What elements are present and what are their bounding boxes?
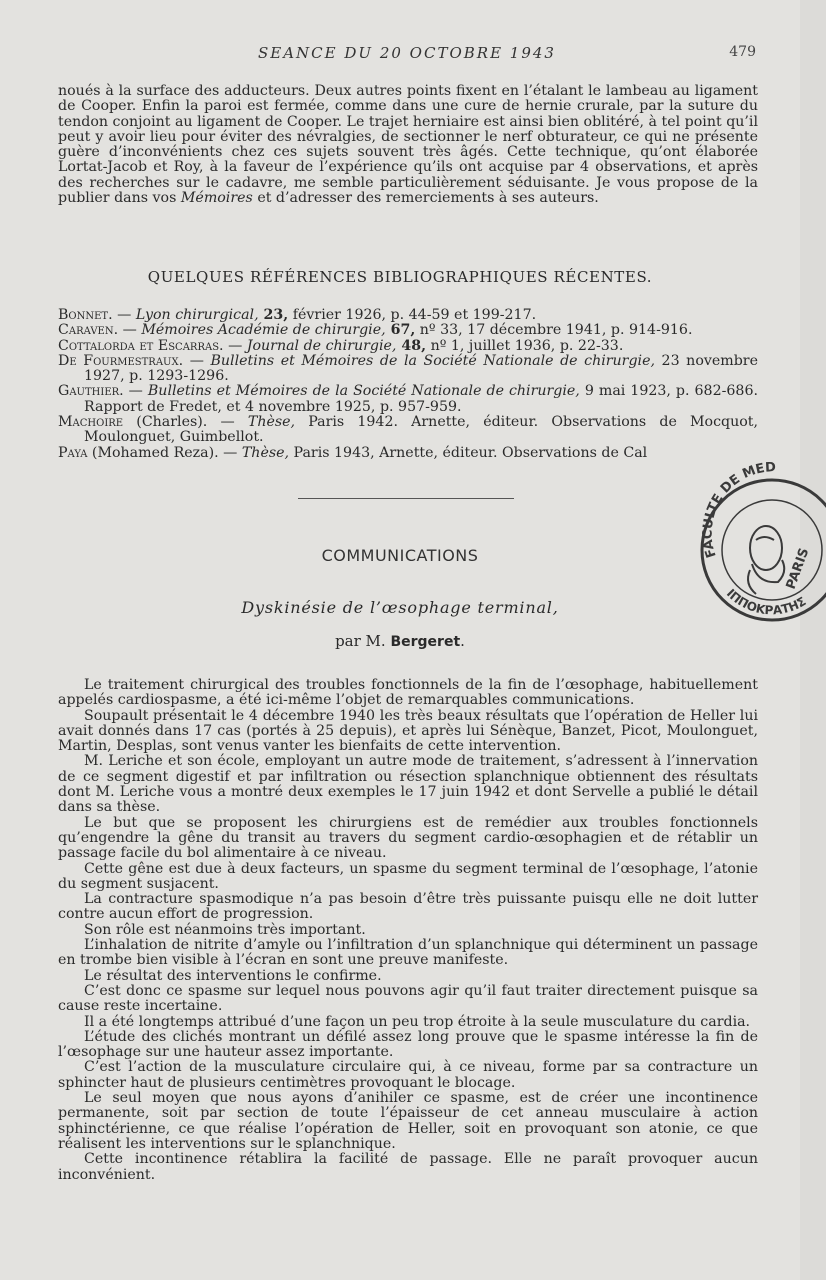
stamp-bottom-text: ΙΠΠΟΚΡΑΤΗΣ	[723, 586, 809, 618]
section-divider	[298, 498, 514, 499]
reference-item: De Fourmestraux. — Bulletins et Mémoires de la Société Nationale de chirurgie, 23 novembre 1927, p. 1293-1296.	[58, 352, 758, 385]
body-paragraph: Le but que se proposent les chirurgiens est de remédier aux troubles fonctionnels qu’engendre la gêne du transit au travers du segment cardio-œsophagien et de rétablir un passage facile du bol alimentaire à ce niveau.	[58, 814, 758, 862]
stamp-right-text: PARIS	[783, 546, 813, 592]
body-paragraph: La contracture spasmodique n’a pas besoin d’être très puissante puisqu elle ne doit lutter contre aucun effort de progression.	[58, 891, 758, 923]
library-stamp	[686, 444, 826, 624]
running-title: SEANCE DU 20 OCTOBRE 1943	[258, 44, 556, 62]
reference-item: Cottalorda et Escarras. — Journal de chirurgie, 48, nº 1, juillet 1936, p. 22-33.	[58, 337, 624, 354]
references-heading: QUELQUES RÉFÉRENCES BIBLIOGRAPHIQUES RÉCENTES.	[147, 268, 653, 286]
body-paragraph: C’est donc ce spasme sur lequel nous pouvons agir qu’il faut traiter directement puisque sa cause reste incertaine.	[58, 982, 758, 1015]
references-list	[58, 308, 758, 461]
body-paragraph: Le résultat des interventions le confirme.	[84, 967, 382, 984]
body-paragraph: L’étude des clichés montrant un défilé assez long prouve que le spasme intéresse la fin de l’œsophage sur une hauteur assez importante.	[58, 1028, 758, 1061]
body-paragraph: C’est l’action de la musculature circulaire qui, à ce niveau, forme par sa contracture un sphincter haut de plusieurs centimètres provoquant le blocage.	[58, 1059, 758, 1091]
section-title: COMMUNICATIONS	[321, 546, 479, 565]
body-paragraph: Son rôle est néanmoins très important.	[84, 921, 366, 938]
stamp-top-text: FACULTE DE MED	[700, 460, 777, 560]
reference-item: Machoire (Charles). — Thèse, Paris 1942. Arnette, éditeur. Observations de Mocquot, Moulonguet, Guimbellot.	[58, 414, 759, 446]
body-paragraph: Soupault présentait le 4 décembre 1940 les très beaux résultats que l’opération de Heller lui avait donnés dans 17 cas (portés à 25 depuis), et après lui Sénèque, Banzet, Picot, Moulonguet, Martin, Desplas, sont venus vanter les bienfaits de cette intervention.	[58, 707, 758, 755]
intro-text-1: noués à la surface des adducteurs. Deux autres points fixent en l’étalant le lambeau au ligament de Cooper. Enfin la paroi est fermée, comme dans une cure de hernie crurale, par la suture du tendon conjoint au ligament de Cooper. Le trajet herniaire est ainsi bien oblitéré, à tel point qu’il peut y avoir lieu pour éviter des névralgies, de sectionner le nerf obturateur, ce qui ne présente guère d’inconvénients chez ces sujets souvent très âgés. Cette technique, qu’ont élaborée Lortat-Jacob et Roy, à la faveur de l’expérience qu’ils ont acquise par 4 observations, et après des recherches sur le cadavre, me semble particulièrement séduisante. Je vous propose de la publier dans vos	[58, 83, 758, 207]
body-paragraph: M. Leriche et son école, employant un autre mode de traitement, s’adressent à l’innervation de ce segment digestif et par infiltration ou résection splanchnique obtiennent des résultats dont M. Leriche vous a montré deux exemples le 17 juin 1942 et dont Servelle a publié le détail dans sa thèse.	[58, 753, 758, 816]
body-paragraph: Cette incontinence rétablira la facilité de passage. Elle ne paraît provoquer aucun inconvénient.	[58, 1151, 758, 1183]
page-header	[0, 44, 800, 64]
intro-text-2: et d’adresser des remerciements à ses auteurs.	[252, 190, 599, 207]
hippocrates-portrait-icon	[748, 526, 784, 594]
reference-item: Bonnet. — Lyon chirurgical, 23, février 1926, p. 44-59 et 199-217.	[58, 307, 537, 323]
reference-item: Paya (Mohamed Reza). — Thèse, Paris 1943, Arnette, éditeur. Observations de Cal	[58, 444, 648, 461]
article-title: Dyskinésie de l’œsophage terminal,	[241, 598, 559, 617]
body-paragraph: Il a été longtemps attribué d’une façon un peu trop étroite à la seule musculature du cardia.	[84, 1013, 751, 1030]
article-author: par M. Bergeret.	[335, 632, 465, 650]
reference-item: Gauthier. — Bulletins et Mémoires de la Société Nationale de chirurgie, 9 mai 1923, p. 682-686. Rapport de Fredet, et 4 novembre 1925, p. 957-959.	[58, 383, 758, 415]
intro-text-italic: Mémoires	[180, 190, 253, 207]
body-paragraph: Le seul moyen que nous ayons d’anihiler ce spasme, est de créer une incontinence permanente, soit par section de toute l’épaisseur de cet anneau musculaire à action sphinctérienne, ce que réalise l’opération de Heller, soit en provoquant son atonie, ce que réalisent les interventions sur le splanchnique.	[58, 1090, 758, 1152]
body-paragraph: Cette gêne est due à deux facteurs, un spasme du segment terminal de l’œsophage, l’atonie du segment susjacent.	[58, 860, 758, 892]
article-body	[58, 678, 758, 1183]
body-paragraph: Le traitement chirurgical des troubles fonctionnels de la fin de l’œsophage, habituellement appelés cardiospasme, a été ici-même l’objet de remarquables communications.	[58, 677, 758, 709]
intro-paragraph	[58, 84, 758, 206]
page-number: 479	[729, 44, 756, 60]
body-paragraph: L’inhalation de nitrite d’amyle ou l’infiltration d’un splanchnique qui déterminent un passage en trombe bien visible à l’écran en sont une preuve manifeste.	[58, 937, 758, 969]
reference-item: Caraven. — Mémoires Académie de chirurgie, 67, nº 33, 17 décembre 1941, p. 914-916.	[58, 322, 693, 339]
